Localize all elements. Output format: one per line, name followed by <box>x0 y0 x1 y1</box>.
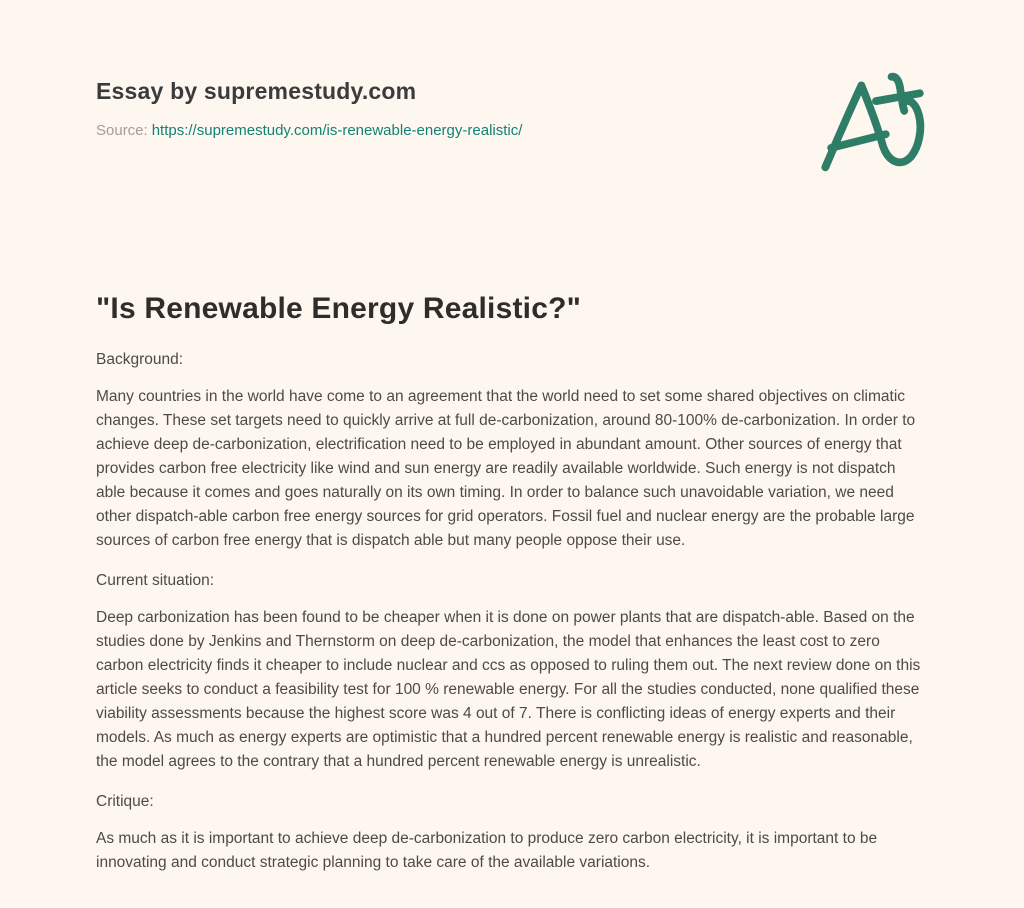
section-paragraph: Deep carbonization has been found to be cheaper when it is done on power plants that are dispatch-able. Based on the studies done by Jenkins and Thernstorm on deep de-carbonization, the model that enhances the least cost to zero carbon electricity finds it cheaper to include nuclear and ccs as opposed to ruling them out. The next review done on this article seeks to conduct a feasibility test for 100 % renewable energy. For all the studies conducted, none qualified these viability assessments because the highest score was 4 out of 7. There is conflicting ideas of energy experts and their models. As much as energy experts are optimistic that a hundred percent renewable energy is realistic and reasonable, the model agrees to the contrary that a hundred percent renewable energy is unrealistic. <box>96 609 921 770</box>
essay-body <box>96 292 928 875</box>
section-heading: Critique: <box>96 793 154 810</box>
source-label: Source: <box>96 122 148 139</box>
section-heading: Background: <box>96 351 184 368</box>
section-background <box>96 348 928 553</box>
section-current-situation <box>96 569 928 774</box>
section-paragraph: Many countries in the world have come to an agreement that the world need to set some shared objectives on climatic changes. These set targets need to quickly arrive at full de-carbonization, around 80-100% de-carbonization. In order to achieve deep de-carbonization, electrification need to be employed in abundant amount. Other sources of energy that provides carbon free electricity like wind and sun energy are readily available worldwide. Such energy is not dispatch able because it comes and goes naturally on its own timing. In order to balance such unavoidable variation, we need other dispatch-able carbon free energy sources for grid operators. Fossil fuel and nuclear energy are the probable large sources of carbon free energy that is dispatch able but many people oppose their use. <box>96 388 916 549</box>
site-title: Essay by supremestudy.com <box>96 78 417 104</box>
page-header <box>96 78 928 180</box>
header-text-block <box>96 78 522 139</box>
section-heading: Current situation: <box>96 572 215 589</box>
a-plus-logo-icon <box>816 68 934 180</box>
source-link[interactable]: https://supremestudy.com/is-renewable-energy-realistic/ <box>151 122 523 139</box>
section-critique <box>96 790 928 875</box>
source-line <box>96 122 522 139</box>
essay-title: "Is Renewable Energy Realistic?" <box>96 292 582 325</box>
section-paragraph: As much as it is important to achieve deep de-carbonization to produce zero carbon electricity, it is important to be innovating and conduct strategic planning to take care of the available variations. <box>96 830 878 871</box>
